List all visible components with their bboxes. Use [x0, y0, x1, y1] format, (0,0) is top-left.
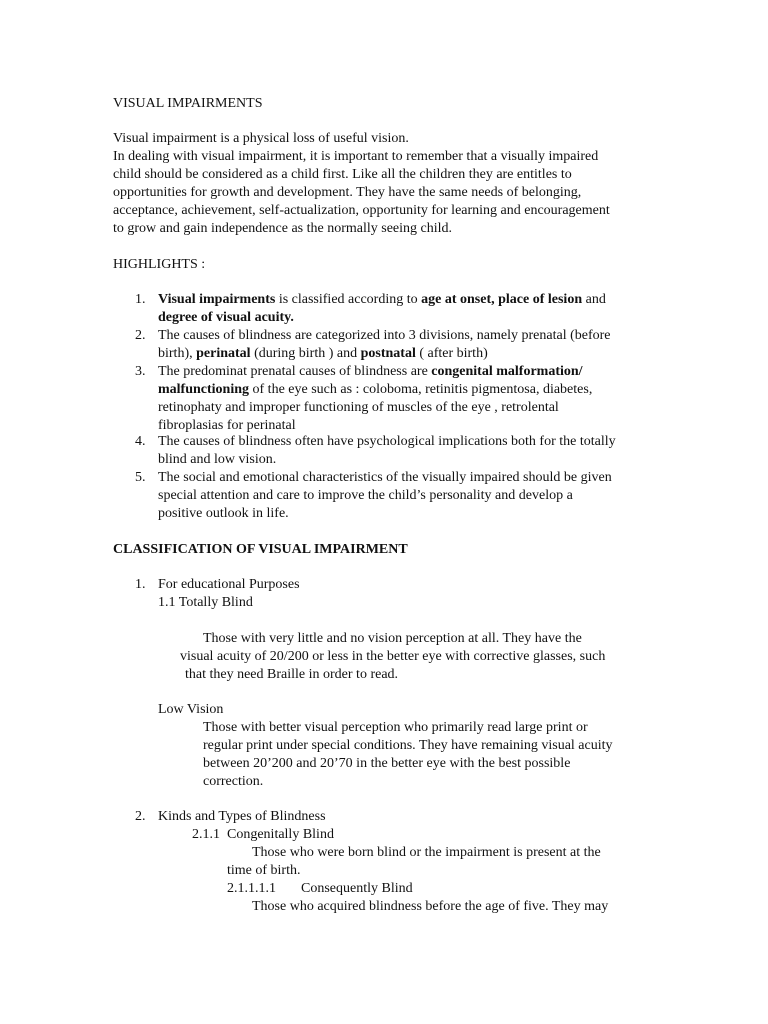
highlight-line	[158, 381, 592, 399]
highlight-line	[158, 469, 612, 487]
bold-run: postnatal	[360, 346, 416, 361]
bold-run: congenital malformation/	[431, 364, 583, 379]
highlight-line	[158, 327, 611, 345]
section-title: Kinds and Types of Blindness	[158, 809, 326, 824]
text-run: The causes of blindness are categorized into 3 divisions, namely prenatal (before	[158, 328, 611, 343]
highlight-number: 1.	[135, 292, 146, 307]
low-vision-text: between 20’200 and 20’70 in the better eye with the best possible	[203, 756, 571, 771]
highlight-line	[158, 345, 488, 363]
highlight-number: 4.	[135, 434, 146, 449]
highlight-line	[158, 433, 616, 451]
highlight-line	[158, 451, 276, 469]
low-vision-title: Low Vision	[158, 702, 224, 717]
totally-blind-text: Those with very little and no vision perception at all. They have the	[203, 631, 582, 646]
highlight-number: 2.	[135, 328, 146, 343]
section-number: 1.	[135, 577, 146, 592]
text-run: birth),	[158, 346, 197, 361]
text-run: of the eye such as : coloboma, retinitis pigmentosa, diabetes,	[249, 382, 593, 397]
text-run: ( after birth)	[415, 346, 488, 361]
subsection-number: 2.1.1.1.1	[227, 881, 276, 896]
congenital-text: Those who were born blind or the impairment is present at the	[252, 845, 601, 860]
intro-line: acceptance, achievement, self-actualization, opportunity for learning and encouragement	[113, 203, 610, 218]
text-run: and	[582, 292, 606, 307]
document-title: VISUAL IMPAIRMENTS	[113, 96, 263, 111]
bold-run: malfunctioning	[158, 382, 250, 397]
bold-run: perinatal	[196, 346, 251, 361]
intro-line: to grow and gain independence as the normally seeing child.	[113, 221, 453, 236]
text-run: (during birth ) and	[250, 346, 361, 361]
text-run: The social and emotional characteristics of the visually impaired should be given	[158, 470, 612, 485]
intro-line: child should be considered as a child first. Like all the children they are entitles to	[113, 167, 572, 182]
intro-line: Visual impairment is a physical loss of useful vision.	[113, 131, 409, 146]
text-run: blind and low vision.	[158, 452, 277, 467]
highlight-number: 3.	[135, 364, 146, 379]
section-title: For educational Purposes	[158, 577, 300, 592]
section-number: 2.	[135, 809, 146, 824]
highlight-number: 5.	[135, 470, 146, 485]
totally-blind-text: visual acuity of 20/200 or less in the better eye with corrective glasses, such	[180, 649, 606, 664]
totally-blind-text: that they need Braille in order to read.	[185, 667, 399, 682]
bold-run: age at onset, place of lesion	[421, 292, 583, 307]
subsection-title: Congenitally Blind	[227, 827, 334, 842]
low-vision-text: Those with better visual perception who primarily read large print or	[203, 720, 588, 735]
intro-line: In dealing with visual impairment, it is important to remember that a visually impaired	[113, 149, 599, 164]
highlight-line	[158, 291, 606, 309]
highlight-line	[158, 487, 573, 505]
text-run: The causes of blindness often have psychological implications both for the totally	[158, 434, 616, 449]
text-run: positive outlook in life.	[158, 506, 289, 521]
highlight-line	[158, 363, 583, 381]
classification-heading: CLASSIFICATION OF VISUAL IMPAIRMENT	[113, 542, 408, 557]
highlight-line	[158, 309, 294, 327]
consequent-text: Those who acquired blindness before the age of five. They may	[252, 899, 609, 914]
low-vision-text: regular print under special conditions. They have remaining visual acuity	[203, 738, 613, 753]
congenital-text: time of birth.	[227, 863, 301, 878]
bold-run: Visual impairments	[158, 292, 276, 307]
subsection-number: 2.1.1	[192, 827, 220, 842]
text-run: fibroplasias for perinatal	[158, 418, 296, 433]
subsection-title: Consequently Blind	[301, 881, 413, 896]
text-run: The predominat prenatal causes of blindness are	[158, 364, 432, 379]
text-run: is classified according to	[275, 292, 422, 307]
intro-line: opportunities for growth and development. They have the same needs of belonging,	[113, 185, 582, 200]
text-run: retinophaty and improper functioning of muscles of the eye , retrolental	[158, 400, 559, 415]
subsection-title: 1.1 Totally Blind	[158, 595, 253, 610]
highlights-heading: HIGHLIGHTS :	[113, 257, 206, 272]
text-run: special attention and care to improve the child’s personality and develop a	[158, 488, 573, 503]
bold-run: degree of visual acuity.	[158, 310, 294, 325]
highlight-line	[158, 505, 289, 523]
highlight-line	[158, 399, 559, 417]
low-vision-text: correction.	[203, 774, 264, 789]
